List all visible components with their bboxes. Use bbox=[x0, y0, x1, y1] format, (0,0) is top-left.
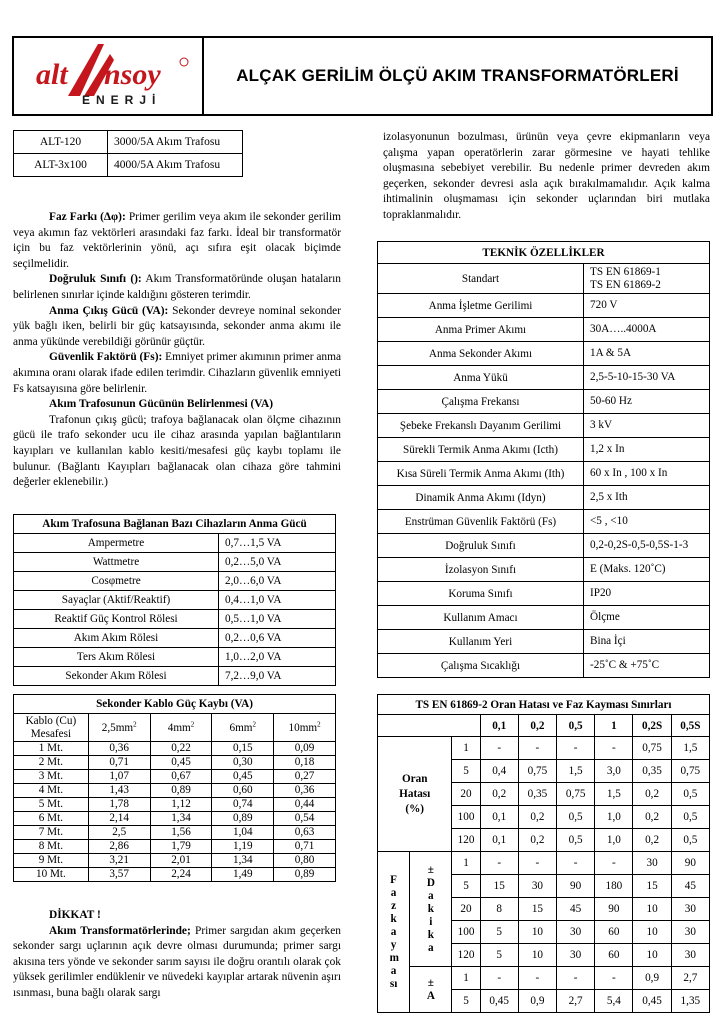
table-cell: 0,18 bbox=[274, 756, 336, 770]
table-cell: 0,4 bbox=[480, 760, 518, 783]
table-cell: Anma Sekonder Akımı bbox=[378, 342, 584, 366]
column-header: 0,2S bbox=[633, 715, 671, 737]
table-cell: 0,2 bbox=[633, 783, 671, 806]
warning-continued-text: izolasyonunun bozulması, ürünün veya çevre ekipmanların veya çalışma yapan operatörlerin zarar görmesine ve hayati tehlike oluşmasına sebebiyet verebilir. Bu nedenle primer devreden akım geçerken, sekonder devresi asla açık bırakılmamalıdır. Açık kalma ihtimalinin oluşmaması için sekonder uçlarından biri mutlaka topraklanmalıdır. bbox=[383, 131, 710, 221]
table-cell: - bbox=[595, 737, 633, 760]
table-cell: 15 bbox=[518, 898, 556, 921]
table-cell: 5 bbox=[480, 921, 518, 944]
table-cell: Sayaçlar (Aktif/Reaktif) bbox=[14, 591, 219, 610]
table-cell: 180 bbox=[595, 875, 633, 898]
product-desc: 3000/5A Akım Trafosu bbox=[108, 131, 243, 154]
table-cell: 120 bbox=[452, 829, 480, 852]
table-cell: 1,12 bbox=[150, 798, 212, 812]
table-cell: 2,5-5-10-15-30 VA bbox=[584, 366, 710, 390]
table-cell: 10 bbox=[633, 944, 671, 967]
table-cell: Kısa Süreli Termik Anma Akımı (Ith) bbox=[378, 462, 584, 486]
table-cell: 30 bbox=[557, 921, 595, 944]
table-cell: 5 bbox=[480, 944, 518, 967]
table-row bbox=[14, 742, 336, 756]
table-cell: 2,7 bbox=[557, 990, 595, 1013]
table-cell: Wattmetre bbox=[14, 553, 219, 572]
table-row bbox=[378, 366, 710, 390]
table-cell: 1,79 bbox=[150, 840, 212, 854]
device-power-table bbox=[13, 514, 336, 686]
table-cell: - bbox=[518, 967, 556, 990]
table-cell: Sekonder Akım Rölesi bbox=[14, 667, 219, 686]
table-cell: 0,1 bbox=[480, 829, 518, 852]
table-title: TEKNİK ÖZELLİKLER bbox=[378, 242, 710, 264]
table-cell: 2,5 x Ith bbox=[584, 486, 710, 510]
table-cell: 1,5 bbox=[671, 737, 709, 760]
table-cell: 0,45 bbox=[480, 990, 518, 1013]
table-row bbox=[378, 486, 710, 510]
table-row bbox=[378, 967, 710, 990]
table-row bbox=[14, 648, 336, 667]
table-cell: 30 bbox=[671, 921, 709, 944]
table-cell: 5,4 bbox=[595, 990, 633, 1013]
table-cell: 30 bbox=[557, 944, 595, 967]
table-cell: 0,5 bbox=[671, 829, 709, 852]
table-cell: 5 bbox=[452, 990, 480, 1013]
table-cell: 30 bbox=[671, 944, 709, 967]
table-cell: - bbox=[518, 737, 556, 760]
column-header: 0,1 bbox=[480, 715, 518, 737]
table-cell: 1,78 bbox=[88, 798, 150, 812]
row-group-label: Oran Hatası (%) bbox=[378, 737, 452, 852]
table-cell: 1,0 bbox=[595, 806, 633, 829]
warning-text: DİKKAT ! Akım Transformatörlerinde; Primer sargıdan akım geçerken sekonder sargı uçlarının açık devre olması durumunda; primer sargı akısına ters yönde ve sekonder sarım sayısı ile doğru orantılı olarak çok yüksek gerilimler endüklenir ve nüvedeki kayıplar artarak nüvenin aşırı ısınması, buna bağlı olarak sargı bbox=[13, 909, 342, 999]
row-group-label: Fazkayması bbox=[378, 852, 410, 1013]
table-cell: 0,22 bbox=[150, 742, 212, 756]
table-cell: 0,2 bbox=[633, 806, 671, 829]
table-cell: 0,2-0,2S-0,5-0,5S-1-3 bbox=[584, 534, 710, 558]
table-row bbox=[378, 264, 710, 294]
row-group-label: ± Dakika bbox=[410, 852, 452, 967]
table-cell: 0,5 bbox=[557, 829, 595, 852]
table-row bbox=[14, 798, 336, 812]
table-cell: 0,89 bbox=[212, 812, 274, 826]
table-cell: 30 bbox=[518, 875, 556, 898]
table-cell: - bbox=[557, 967, 595, 990]
table-row bbox=[378, 414, 710, 438]
table-cell: İzolasyon Sınıfı bbox=[378, 558, 584, 582]
table-cell: 0,35 bbox=[518, 783, 556, 806]
table-cell: 90 bbox=[671, 852, 709, 875]
table-cell: 0,45 bbox=[150, 756, 212, 770]
table-row bbox=[378, 852, 710, 875]
table-cell: -25˚C & +75˚C bbox=[584, 654, 710, 678]
table-cell: 0,80 bbox=[274, 854, 336, 868]
table-cell: IP20 bbox=[584, 582, 710, 606]
table-cell: Ters Akım Rölesi bbox=[14, 648, 219, 667]
product-code: ALT-120 bbox=[14, 131, 108, 154]
table-cell: Akım Akım Rölesi bbox=[14, 629, 219, 648]
table-row bbox=[378, 737, 710, 760]
table-row bbox=[378, 390, 710, 414]
ratio-error-table bbox=[377, 694, 710, 1013]
table-row bbox=[378, 438, 710, 462]
table-cell: 0,60 bbox=[212, 784, 274, 798]
row-group-label: ± A bbox=[410, 967, 452, 1013]
table-cell: 0,75 bbox=[557, 783, 595, 806]
table-cell: 0,4…1,0 VA bbox=[219, 591, 336, 610]
table-cell: 30 bbox=[671, 898, 709, 921]
table-cell: Çalışma Sıcaklığı bbox=[378, 654, 584, 678]
column-header: $2,5mm^2$ bbox=[88, 714, 150, 742]
table-cell: 1,2 x In bbox=[584, 438, 710, 462]
table-row bbox=[14, 154, 243, 177]
table-cell: 2,86 bbox=[88, 840, 150, 854]
table-cell: 1,34 bbox=[150, 812, 212, 826]
table-title: TS EN 61869-2 Oran Hatası ve Faz Kayması Sınırları bbox=[378, 695, 710, 715]
table-cell: 0,9 bbox=[633, 967, 671, 990]
table-row bbox=[14, 131, 243, 154]
table-cell: 30A…..4000A bbox=[584, 318, 710, 342]
table-title: Sekonder Kablo Güç Kaybı (VA) bbox=[14, 695, 336, 714]
table-row bbox=[378, 630, 710, 654]
table-row bbox=[14, 610, 336, 629]
table-row bbox=[14, 553, 336, 572]
table-cell: 720 V bbox=[584, 294, 710, 318]
table-cell: 1A & 5A bbox=[584, 342, 710, 366]
table-cell: 0,45 bbox=[633, 990, 671, 1013]
table-cell: 60 x In , 100 x In bbox=[584, 462, 710, 486]
table-cell: 0,89 bbox=[150, 784, 212, 798]
table-cell: Ampermetre bbox=[14, 534, 219, 553]
table-cell: Enstrüman Güvenlik Faktörü (Fs) bbox=[378, 510, 584, 534]
column-header: $4mm^2$ bbox=[150, 714, 212, 742]
table-cell: 3 kV bbox=[584, 414, 710, 438]
table-cell: 100 bbox=[452, 806, 480, 829]
table-cell: 45 bbox=[557, 898, 595, 921]
table-row bbox=[14, 756, 336, 770]
table-cell: Doğruluk Sınıfı bbox=[378, 534, 584, 558]
technical-specs-table bbox=[377, 241, 710, 678]
table-cell: 2,0…6,0 VA bbox=[219, 572, 336, 591]
table-cell: 50-60 Hz bbox=[584, 390, 710, 414]
table-cell: 20 bbox=[452, 783, 480, 806]
column-header: Kablo (Cu) Mesafesi bbox=[14, 714, 89, 742]
table-cell: 1,35 bbox=[671, 990, 709, 1013]
table-cell: 0,71 bbox=[274, 840, 336, 854]
table-row bbox=[14, 591, 336, 610]
table-cell: 1,04 bbox=[212, 826, 274, 840]
table-cell: Anma Yükü bbox=[378, 366, 584, 390]
table-cell: TS EN 61869-1 TS EN 61869-2 bbox=[584, 264, 710, 294]
table-cell: 1,07 bbox=[88, 770, 150, 784]
definitions-text: Faz Farkı (Δφ): Primer gerilim veya akım ile sekonder gerilim veya akımın faz vektörleri arasındaki faz farkı. İdeal bir transformatör için bu faz vektörlerinin yönü, açı sıfıra eşit olacak biçimde seçilmelidir. Doğruluk Sınıfı (): Akım Transformatöründe oluşan hataların belirlenen sınırlar içinde kaldığını gösteren terimdir. Anma Çıkış Gücü (VA): Sekonder devreye nominal sekonder yük bağlı iken, belirli bir güç katsayısında, sekonder anma akımı ile anma yükünde verebildiği görünür güçtür. Güvenlik Faktörü (Fs): Emniyet primer akımının primer anma akımına oranı olarak ifade edilen terimdir. Cihazların güvenlik emniyeti Fs katsayısına göre belirlenir. Akım Trafosunun Gücünün Belirlenmesi (VA) Trafonun çıkış gücü; trafoya bağlanacak olan ölçme cihazının gücü ile trafo sekonder ucu ile cihaz arasında yapılan bağlantıların kayıpları ve kullanılan kablo kesiti/mesafesi güç kaybı toplamı ile bulunur. (Bağlantı Kayıpları bağlanacak olan cihaza göre tahmini değerler eklenebilir.) bbox=[13, 211, 342, 489]
table-cell: 0,74 bbox=[212, 798, 274, 812]
table-cell: 0,15 bbox=[212, 742, 274, 756]
cable-loss-table bbox=[13, 694, 336, 882]
table-cell: 100 bbox=[452, 921, 480, 944]
table-cell: Anma Primer Akımı bbox=[378, 318, 584, 342]
table-cell: - bbox=[480, 967, 518, 990]
table-cell: 2 Mt. bbox=[14, 756, 89, 770]
table-cell: 90 bbox=[595, 898, 633, 921]
table-cell: 4 Mt. bbox=[14, 784, 89, 798]
table-cell: Koruma Sınıfı bbox=[378, 582, 584, 606]
table-cell: Anma İşletme Gerilimi bbox=[378, 294, 584, 318]
table-row bbox=[378, 462, 710, 486]
table-row bbox=[378, 606, 710, 630]
table-cell: 7,2…9,0 VA bbox=[219, 667, 336, 686]
table-row bbox=[14, 784, 336, 798]
table-cell: 0,63 bbox=[274, 826, 336, 840]
altinsoy-logo-icon bbox=[14, 38, 200, 114]
table-cell: 0,27 bbox=[274, 770, 336, 784]
table-row bbox=[14, 629, 336, 648]
table-row bbox=[14, 572, 336, 591]
table-cell: 0,67 bbox=[150, 770, 212, 784]
table-cell: Kullanım Yeri bbox=[378, 630, 584, 654]
column-header: 1 bbox=[595, 715, 633, 737]
table-cell: Cosφmetre bbox=[14, 572, 219, 591]
table-cell: 0,71 bbox=[88, 756, 150, 770]
table-cell: 1,43 bbox=[88, 784, 150, 798]
table-cell: Reaktif Güç Kontrol Rölesi bbox=[14, 610, 219, 629]
table-cell: 10 bbox=[633, 921, 671, 944]
table-cell: 2,01 bbox=[150, 854, 212, 868]
table-cell: 1,0…2,0 VA bbox=[219, 648, 336, 667]
table-cell: 3,21 bbox=[88, 854, 150, 868]
table-cell: 0,2…0,6 VA bbox=[219, 629, 336, 648]
table-cell: 60 bbox=[595, 944, 633, 967]
table-cell: 3,0 bbox=[595, 760, 633, 783]
table-cell: - bbox=[595, 967, 633, 990]
table-cell: 1 bbox=[452, 852, 480, 875]
table-cell: Sürekli Termik Anma Akımı (Icth) bbox=[378, 438, 584, 462]
table-cell: 6 Mt. bbox=[14, 812, 89, 826]
page-header bbox=[12, 36, 713, 116]
column-header: $6mm^2$ bbox=[212, 714, 274, 742]
table-cell: Çalışma Frekansı bbox=[378, 390, 584, 414]
table-cell: Dinamik Anma Akımı (Idyn) bbox=[378, 486, 584, 510]
table-cell: 0,36 bbox=[88, 742, 150, 756]
table-cell: 120 bbox=[452, 944, 480, 967]
table-cell: 7 Mt. bbox=[14, 826, 89, 840]
table-cell: 0,35 bbox=[633, 760, 671, 783]
table-row bbox=[378, 342, 710, 366]
table-cell: 0,2 bbox=[633, 829, 671, 852]
table-cell: 2,24 bbox=[150, 868, 212, 882]
table-cell: 0,2…5,0 VA bbox=[219, 553, 336, 572]
product-desc: 4000/5A Akım Trafosu bbox=[108, 154, 243, 177]
table-cell: 0,9 bbox=[518, 990, 556, 1013]
table-row bbox=[14, 770, 336, 784]
table-cell: E (Maks. 120˚C) bbox=[584, 558, 710, 582]
table-row bbox=[378, 510, 710, 534]
table-row bbox=[14, 868, 336, 882]
column-header: 0,5 bbox=[557, 715, 595, 737]
table-cell: - bbox=[595, 852, 633, 875]
table-cell: 0,75 bbox=[518, 760, 556, 783]
table-cell: 0,54 bbox=[274, 812, 336, 826]
column-header: 0,5S bbox=[671, 715, 709, 737]
table-cell: 0,44 bbox=[274, 798, 336, 812]
table-cell: 0,5…1,0 VA bbox=[219, 610, 336, 629]
table-cell: - bbox=[557, 737, 595, 760]
table-cell: 0,75 bbox=[671, 760, 709, 783]
page-title: ALÇAK GERİLİM ÖLÇÜ AKIM TRANSFORMATÖRLERİ bbox=[236, 66, 679, 85]
table-cell: Kullanım Amacı bbox=[378, 606, 584, 630]
table-cell: 2,14 bbox=[88, 812, 150, 826]
table-cell: 1,0 bbox=[595, 829, 633, 852]
table-cell: Standart bbox=[378, 264, 584, 294]
table-cell: 8 Mt. bbox=[14, 840, 89, 854]
table-cell: - bbox=[480, 737, 518, 760]
table-cell: 0,5 bbox=[671, 783, 709, 806]
table-cell: <5 , <10 bbox=[584, 510, 710, 534]
table-row bbox=[14, 812, 336, 826]
table-cell: 1,5 bbox=[595, 783, 633, 806]
table-cell: 30 bbox=[633, 852, 671, 875]
table-row bbox=[14, 854, 336, 868]
logo bbox=[14, 38, 204, 114]
table-cell: 5 bbox=[452, 760, 480, 783]
table-cell: 0,2 bbox=[518, 829, 556, 852]
table-cell: 0,36 bbox=[274, 784, 336, 798]
table-cell: 0,75 bbox=[633, 737, 671, 760]
table-cell: - bbox=[557, 852, 595, 875]
table-cell: 20 bbox=[452, 898, 480, 921]
table-cell: 45 bbox=[671, 875, 709, 898]
column-header: 0,2 bbox=[518, 715, 556, 737]
table-cell: 0,89 bbox=[274, 868, 336, 882]
table-cell: 0,2 bbox=[518, 806, 556, 829]
table-row bbox=[378, 654, 710, 678]
product-code: ALT-3x100 bbox=[14, 154, 108, 177]
table-cell: 0,5 bbox=[671, 806, 709, 829]
table-row bbox=[378, 318, 710, 342]
table-cell: 10 bbox=[518, 944, 556, 967]
table-cell: 0,5 bbox=[557, 806, 595, 829]
table-cell: 3,57 bbox=[88, 868, 150, 882]
table-cell: - bbox=[480, 852, 518, 875]
svg-text:alt: alt bbox=[36, 58, 68, 91]
table-cell: Ölçme bbox=[584, 606, 710, 630]
table-row bbox=[14, 667, 336, 686]
table-cell: 1,49 bbox=[212, 868, 274, 882]
table-cell: 1,5 bbox=[557, 760, 595, 783]
table-cell: 10 bbox=[633, 898, 671, 921]
table-cell: 0,7…1,5 VA bbox=[219, 534, 336, 553]
table-cell: 3 Mt. bbox=[14, 770, 89, 784]
table-cell: 1,34 bbox=[212, 854, 274, 868]
table-cell: 1,56 bbox=[150, 826, 212, 840]
table-row bbox=[378, 294, 710, 318]
table-cell: Şebeke Frekanslı Dayanım Gerilimi bbox=[378, 414, 584, 438]
table-cell: 0,30 bbox=[212, 756, 274, 770]
table-cell: 15 bbox=[633, 875, 671, 898]
table-row bbox=[378, 582, 710, 606]
svg-text:ENERJİ: ENERJİ bbox=[82, 93, 162, 107]
table-row bbox=[14, 826, 336, 840]
table-cell: 60 bbox=[595, 921, 633, 944]
table-cell: 1 bbox=[452, 967, 480, 990]
table-cell: 2,7 bbox=[671, 967, 709, 990]
table-cell: 8 bbox=[480, 898, 518, 921]
table-cell: 0,1 bbox=[480, 806, 518, 829]
table-cell: 0,45 bbox=[212, 770, 274, 784]
table-cell: 2,5 bbox=[88, 826, 150, 840]
table-cell: 0,2 bbox=[480, 783, 518, 806]
table-row bbox=[378, 534, 710, 558]
table-cell: 5 bbox=[452, 875, 480, 898]
table-cell: 15 bbox=[480, 875, 518, 898]
table-title: Akım Trafosuna Bağlanan Bazı Cihazların Anma Gücü bbox=[14, 515, 336, 534]
table-cell: 1 Mt. bbox=[14, 742, 89, 756]
table-cell: 10 bbox=[518, 921, 556, 944]
table-cell: 5 Mt. bbox=[14, 798, 89, 812]
table-cell: 90 bbox=[557, 875, 595, 898]
table-row bbox=[14, 840, 336, 854]
table-cell: 10 Mt. bbox=[14, 868, 89, 882]
table-cell: 1 bbox=[452, 737, 480, 760]
table-row bbox=[14, 534, 336, 553]
table-cell: Bina İçi bbox=[584, 630, 710, 654]
table-cell: - bbox=[518, 852, 556, 875]
svg-text:nsoy: nsoy bbox=[104, 58, 161, 91]
table-row bbox=[378, 558, 710, 582]
table-cell: 1,19 bbox=[212, 840, 274, 854]
table-cell: 9 Mt. bbox=[14, 854, 89, 868]
table-cell: 0,09 bbox=[274, 742, 336, 756]
product-table bbox=[13, 130, 243, 177]
column-header: $10mm^2$ bbox=[274, 714, 336, 742]
